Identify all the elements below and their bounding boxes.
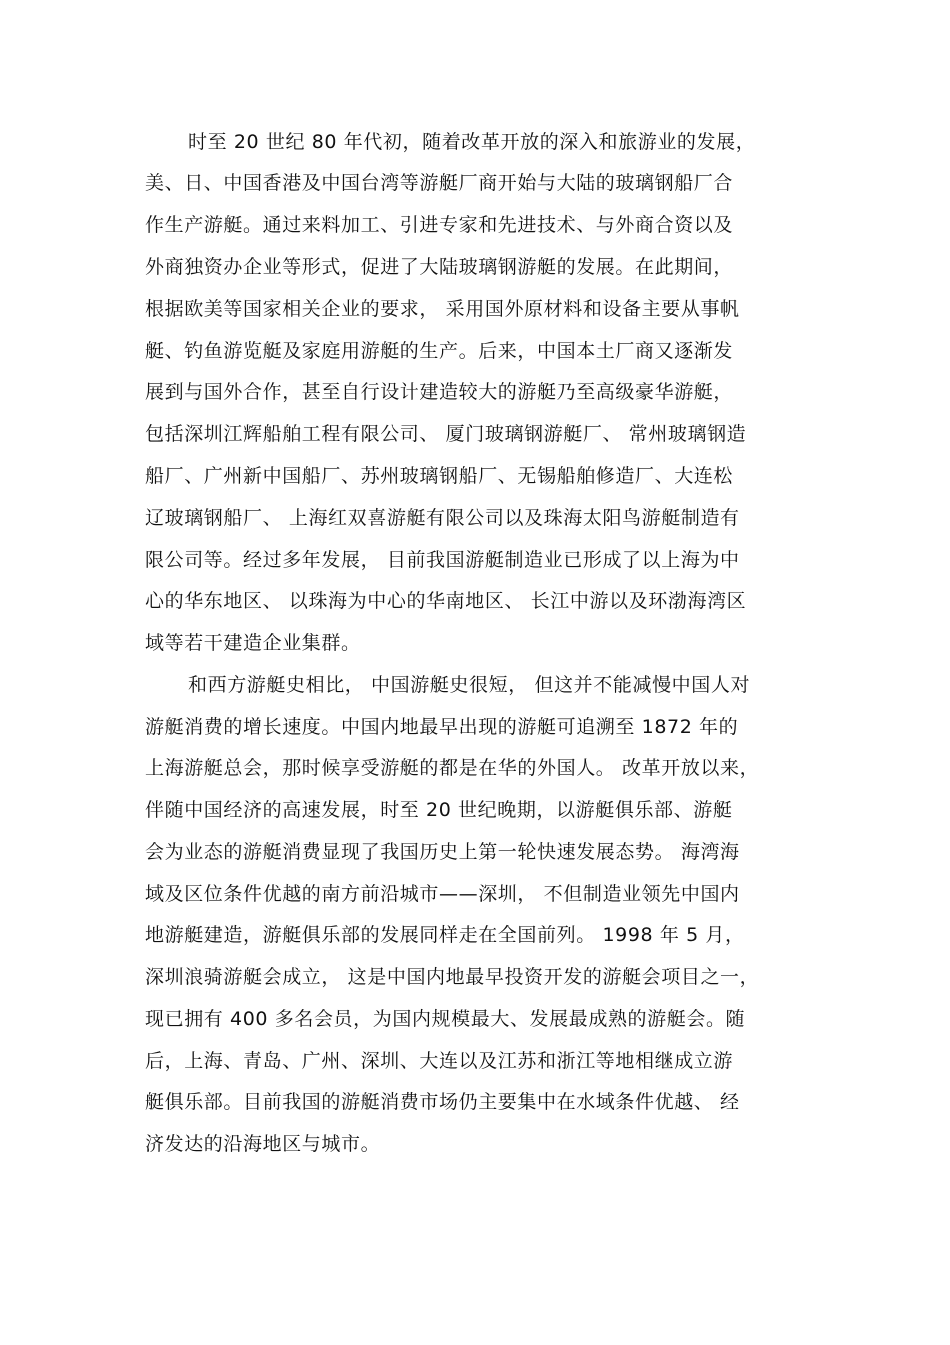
text-line: 限公司等。经过多年发展， 目前我国游艇制造业已形成了以上海为中 [145,549,740,571]
text-line: 济发达的沿海地区与城市。 [145,1133,381,1155]
text-line: 游艇消费的增长速度。中国内地最早出现的游艇可追溯至 1872 年的 [145,716,739,738]
text-line: 作生产游艇。通过来料加工、引进专家和先进技术、与外商合资以及 [145,214,734,236]
text-line: 根据欧美等国家相关企业的要求， 采用国外原材料和设备主要从事帆 [145,298,740,320]
text-line: 深圳浪骑游艇会成立， 这是中国内地最早投资开发的游艇会项目之一， [145,966,760,988]
text-line: 域及区位条件优越的南方前沿城市——深圳， 不但制造业领先中国内 [145,883,740,905]
text-line: 包括深圳江辉船舶工程有限公司、 厦门玻璃钢游艇厂、 常州玻璃钢造 [145,423,747,445]
text-line: 域等若干建造企业集群。 [145,632,361,654]
text-line: 现已拥有 400 多名会员，为国内规模最大、发展最成熟的游艇会。随 [145,1008,746,1030]
text-line: 地游艇建造，游艇俱乐部的发展同样走在全国前列。 1998 年 5 月， [145,924,745,946]
text-line: 上海游艇总会，那时候享受游艇的都是在华的外国人。 改革开放以来， [145,757,760,779]
text-line: 心的华东地区、 以珠海为中心的华南地区、 长江中游以及环渤海湾区 [145,590,747,612]
text-line: 时至 20 世纪 80 年代初，随着改革开放的深入和旅游业的发展， [188,131,756,153]
text-line: 和西方游艇史相比， 中国游艇史很短， 但这并不能减慢中国人对 [188,674,751,696]
text-line: 伴随中国经济的高速发展，时至 20 世纪晚期，以游艇俱乐部、游艇 [145,799,733,821]
text-line: 后，上海、青岛、广州、深圳、大连以及江苏和浙江等地相继成立游 [145,1050,734,1072]
text-line: 艇俱乐部。目前我国的游艇消费市场仍主要集中在水域条件优越、 经 [145,1091,740,1113]
text-line: 艇、钓鱼游览艇及家庭用游艇的生产。后来，中国本土厂商又逐渐发 [145,340,734,362]
text-line: 展到与国外合作，甚至自行设计建造较大的游艇乃至高级豪华游艇， [145,381,734,403]
text-line: 会为业态的游艇消费显现了我国历史上第一轮快速发展态势。 海湾海 [145,841,740,863]
text-line: 辽玻璃钢船厂、 上海红双喜游艇有限公司以及珠海太阳鸟游艇制造有 [145,507,740,529]
text-line: 美、日、中国香港及中国台湾等游艇厂商开始与大陆的玻璃钢船厂合 [145,172,734,194]
text-line: 船厂、广州新中国船厂、苏州玻璃钢船厂、无锡船舶修造厂、大连松 [145,465,734,487]
text-line: 外商独资办企业等形式，促进了大陆玻璃钢游艇的发展。在此期间， [145,256,734,278]
